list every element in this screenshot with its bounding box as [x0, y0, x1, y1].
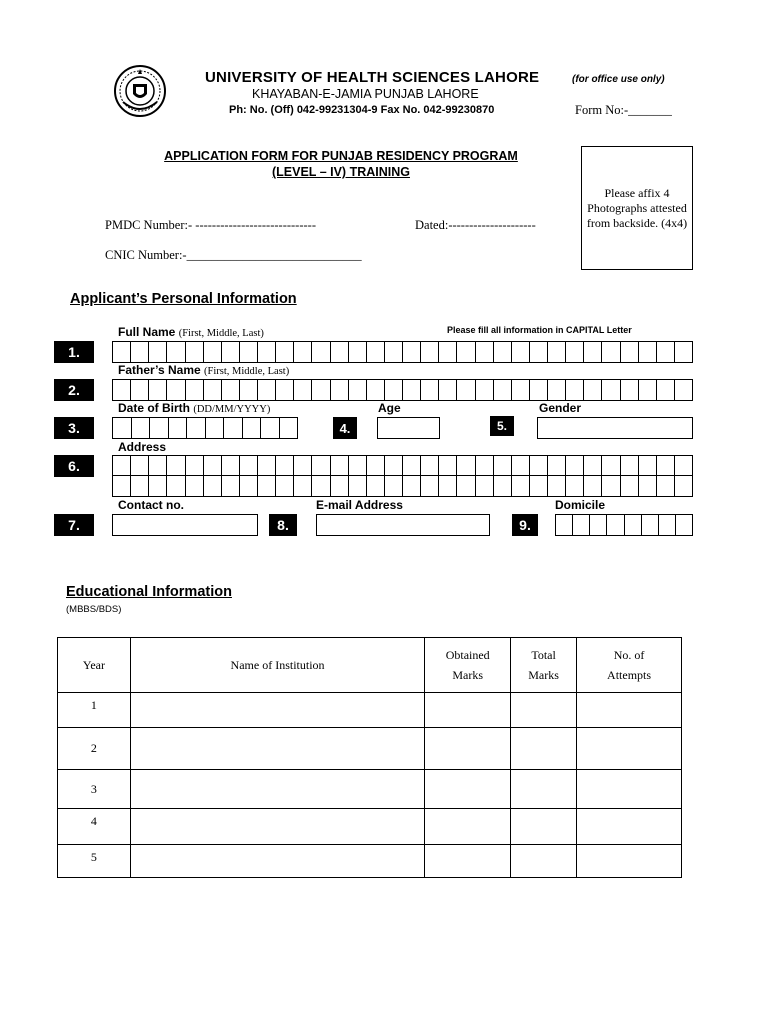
character-box[interactable] [276, 456, 294, 475]
character-box[interactable] [439, 342, 457, 362]
character-box[interactable] [367, 456, 385, 475]
pmdc-number-field[interactable]: PMDC Number:- ----------------------------- [105, 218, 316, 232]
character-box[interactable] [131, 342, 149, 362]
total-marks-cell[interactable] [511, 845, 577, 878]
obtained-marks-cell[interactable] [425, 845, 511, 878]
character-box[interactable] [457, 342, 475, 362]
character-box[interactable] [349, 380, 367, 400]
character-box[interactable] [566, 476, 584, 496]
domicile-label: Domicile [555, 498, 606, 512]
form-number-field[interactable]: Form No:-_______ [575, 103, 672, 117]
institution-cell[interactable] [130, 693, 424, 728]
column-header-obtained-marks: Obtained Marks [425, 638, 511, 693]
character-box[interactable] [584, 342, 602, 362]
year-cell: 3 [58, 770, 131, 809]
table-row [58, 770, 682, 809]
character-box[interactable] [349, 456, 367, 475]
form-title [160, 148, 522, 180]
character-box[interactable] [657, 456, 675, 475]
character-box[interactable] [258, 380, 276, 400]
number-3-badge: 3. [54, 417, 94, 439]
character-box[interactable] [657, 342, 675, 362]
character-box[interactable] [566, 380, 584, 400]
character-box[interactable] [131, 476, 149, 496]
character-box[interactable] [657, 476, 675, 496]
character-box[interactable] [476, 380, 494, 400]
character-box[interactable] [331, 456, 349, 475]
character-box[interactable] [602, 456, 620, 475]
table-row [58, 809, 682, 845]
dated-field[interactable]: Dated:--------------------- [415, 218, 536, 232]
character-box[interactable] [476, 342, 494, 362]
gender-label: Gender [539, 401, 582, 415]
education-table-header [58, 638, 682, 693]
character-box[interactable] [222, 342, 240, 362]
character-box[interactable] [439, 380, 457, 400]
character-box[interactable] [169, 418, 188, 438]
character-box[interactable] [530, 476, 548, 496]
character-box[interactable] [566, 342, 584, 362]
character-box[interactable] [676, 515, 692, 535]
character-box[interactable] [167, 476, 185, 496]
character-box[interactable] [602, 476, 620, 496]
character-box[interactable] [131, 380, 149, 400]
age-label: Age [378, 401, 401, 415]
character-box[interactable] [512, 476, 530, 496]
character-box[interactable] [385, 342, 403, 362]
university-name: UNIVERSITY OF HEALTH SCIENCES LAHORE [205, 69, 540, 86]
character-box[interactable] [186, 380, 204, 400]
character-box[interactable] [548, 476, 566, 496]
character-box[interactable] [573, 515, 590, 535]
form-title-line1: APPLICATION FORM FOR PUNJAB RESIDENCY PROGRAM [164, 149, 518, 163]
obtained-marks-cell[interactable] [425, 693, 511, 728]
character-box[interactable] [457, 380, 475, 400]
total-marks-cell[interactable] [511, 693, 577, 728]
character-box[interactable] [276, 380, 294, 400]
character-box[interactable] [331, 380, 349, 400]
character-box[interactable] [113, 380, 131, 400]
character-box[interactable] [312, 342, 330, 362]
character-box[interactable] [584, 456, 602, 475]
character-box[interactable] [258, 476, 276, 496]
character-box[interactable] [530, 456, 548, 475]
character-box[interactable] [421, 342, 439, 362]
character-box[interactable] [312, 476, 330, 496]
character-box[interactable] [113, 456, 131, 475]
institution-cell[interactable] [130, 770, 424, 809]
character-box[interactable] [224, 418, 243, 438]
character-box[interactable] [204, 342, 222, 362]
character-box[interactable] [149, 342, 167, 362]
office-use-note: (for office use only) [572, 74, 665, 85]
character-box[interactable] [530, 342, 548, 362]
table-row [58, 845, 682, 878]
age-input[interactable] [377, 417, 440, 439]
character-box[interactable] [294, 380, 312, 400]
obtained-marks-cell[interactable] [425, 728, 511, 770]
email-label: E-mail Address [316, 498, 403, 512]
character-box[interactable] [621, 476, 639, 496]
character-box[interactable] [204, 380, 222, 400]
character-box[interactable] [675, 380, 692, 400]
character-box[interactable] [367, 476, 385, 496]
character-box[interactable] [556, 515, 573, 535]
character-box[interactable] [607, 515, 624, 535]
domicile-input[interactable] [555, 514, 693, 536]
attempts-cell[interactable] [577, 770, 682, 809]
character-box[interactable] [657, 380, 675, 400]
table-row [58, 693, 682, 728]
character-box[interactable] [512, 342, 530, 362]
character-box[interactable] [349, 342, 367, 362]
character-box[interactable] [642, 515, 659, 535]
character-box[interactable] [149, 380, 167, 400]
character-box[interactable] [675, 456, 692, 475]
character-box[interactable] [240, 342, 258, 362]
character-box[interactable] [494, 456, 512, 475]
character-box[interactable] [659, 515, 676, 535]
character-box[interactable] [421, 476, 439, 496]
character-box[interactable] [403, 342, 421, 362]
number-1-badge: 1. [54, 341, 94, 363]
university-phone: Ph: No. (Off) 042-99231304-9 Fax No. 042-99230870 [229, 104, 495, 116]
character-box[interactable] [258, 342, 276, 362]
character-box[interactable] [312, 380, 330, 400]
character-box[interactable] [476, 476, 494, 496]
attempts-cell[interactable] [577, 693, 682, 728]
character-box[interactable] [403, 476, 421, 496]
character-box[interactable] [204, 476, 222, 496]
character-box[interactable] [240, 476, 258, 496]
character-box[interactable] [280, 418, 298, 438]
character-box[interactable] [206, 418, 225, 438]
character-box[interactable] [494, 342, 512, 362]
character-box[interactable] [639, 476, 657, 496]
character-box[interactable] [512, 456, 530, 475]
full-name-label: Full Name (First, Middle, Last) [118, 325, 264, 339]
character-box[interactable] [621, 456, 639, 475]
character-box[interactable] [675, 476, 692, 496]
number-2-badge: 2. [54, 379, 94, 401]
character-box[interactable] [385, 380, 403, 400]
education-table [57, 637, 682, 878]
character-box[interactable] [584, 476, 602, 496]
character-box[interactable] [167, 456, 185, 475]
character-box[interactable] [439, 456, 457, 475]
character-box[interactable] [258, 456, 276, 475]
character-box[interactable] [639, 456, 657, 475]
year-cell: 1 [58, 693, 131, 728]
character-box[interactable] [294, 342, 312, 362]
character-box[interactable] [457, 456, 475, 475]
character-box[interactable] [403, 380, 421, 400]
character-box[interactable] [186, 456, 204, 475]
character-box[interactable] [167, 380, 185, 400]
character-box[interactable] [222, 380, 240, 400]
character-box[interactable] [548, 456, 566, 475]
column-header-year: Year [58, 638, 131, 693]
character-box[interactable] [243, 418, 262, 438]
obtained-marks-cell[interactable] [425, 770, 511, 809]
education-subtitle: (MBBS/BDS) [66, 604, 122, 615]
character-box[interactable] [186, 342, 204, 362]
character-box[interactable] [113, 342, 131, 362]
character-box[interactable] [204, 456, 222, 475]
capital-letter-note: Please fill all information in CAPITAL Letter [447, 325, 632, 335]
character-box[interactable] [294, 456, 312, 475]
character-box[interactable] [187, 418, 206, 438]
year-cell: 5 [58, 845, 131, 878]
character-box[interactable] [457, 476, 475, 496]
dob-label: Date of Birth (DD/MM/YYYY) [118, 401, 271, 415]
character-box[interactable] [150, 418, 169, 438]
number-7-badge: 7. [54, 514, 94, 536]
character-box[interactable] [639, 342, 657, 362]
character-box[interactable] [367, 342, 385, 362]
attempts-cell[interactable] [577, 809, 682, 845]
number-8-badge: 8. [269, 514, 297, 536]
university-seal-logo [113, 64, 167, 118]
obtained-marks-cell[interactable] [425, 809, 511, 845]
contact-label: Contact no. [118, 498, 184, 512]
column-header-institution: Name of Institution [130, 638, 424, 693]
full-name-input[interactable] [112, 341, 693, 363]
cnic-number-field[interactable]: CNIC Number:-____________________________ [105, 248, 362, 262]
character-box[interactable] [494, 380, 512, 400]
character-box[interactable] [602, 380, 620, 400]
institution-cell[interactable] [130, 728, 424, 770]
email-input[interactable] [316, 514, 490, 536]
institution-cell[interactable] [130, 809, 424, 845]
character-box[interactable] [149, 456, 167, 475]
character-box[interactable] [621, 342, 639, 362]
character-box[interactable] [276, 342, 294, 362]
character-box[interactable] [276, 476, 294, 496]
character-box[interactable] [222, 476, 240, 496]
address-label: Address [118, 440, 167, 454]
character-box[interactable] [331, 476, 349, 496]
character-box[interactable] [566, 456, 584, 475]
personal-info-heading: Applicant’s Personal Information [70, 291, 297, 307]
address-line2-input[interactable] [112, 476, 693, 497]
father-name-input[interactable] [112, 379, 693, 401]
character-box[interactable] [132, 418, 151, 438]
attempts-cell[interactable] [577, 845, 682, 878]
character-box[interactable] [421, 380, 439, 400]
character-box[interactable] [675, 342, 692, 362]
character-box[interactable] [439, 476, 457, 496]
table-row [58, 728, 682, 770]
character-box[interactable] [294, 476, 312, 496]
number-9-badge: 9. [512, 514, 538, 536]
character-box[interactable] [602, 342, 620, 362]
form-title-line2: (LEVEL – IV) TRAINING [272, 165, 410, 179]
column-header-total-marks: Total Marks [511, 638, 577, 693]
character-box[interactable] [149, 476, 167, 496]
father-name-label: Father’s Name (First, Middle, Last) [118, 363, 290, 377]
character-box[interactable] [240, 380, 258, 400]
character-box[interactable] [590, 515, 607, 535]
character-box[interactable] [186, 476, 204, 496]
character-box[interactable] [548, 380, 566, 400]
character-box[interactable] [113, 476, 131, 496]
character-box[interactable] [312, 456, 330, 475]
character-box[interactable] [421, 456, 439, 475]
character-box[interactable] [261, 418, 280, 438]
gender-input[interactable] [537, 417, 693, 439]
character-box[interactable] [331, 342, 349, 362]
institution-cell[interactable] [130, 845, 424, 878]
character-box[interactable] [625, 515, 642, 535]
photo-affix-box[interactable]: Please affix 4 Photographs attested from backside. (4x4) [581, 146, 693, 270]
character-box[interactable] [512, 380, 530, 400]
total-marks-cell[interactable] [511, 809, 577, 845]
character-box[interactable] [548, 342, 566, 362]
character-box[interactable] [403, 456, 421, 475]
character-box[interactable] [621, 380, 639, 400]
character-box[interactable] [494, 476, 512, 496]
character-box[interactable] [639, 380, 657, 400]
character-box[interactable] [167, 342, 185, 362]
year-cell: 4 [58, 809, 131, 845]
column-header-attempts: No. of Attempts [577, 638, 682, 693]
character-box[interactable] [530, 380, 548, 400]
character-box[interactable] [476, 456, 494, 475]
year-cell: 2 [58, 728, 131, 770]
number-4-badge: 4. [333, 417, 357, 439]
address-line1-input[interactable] [112, 455, 693, 476]
character-box[interactable] [367, 380, 385, 400]
education-heading: Educational Information [66, 584, 232, 600]
character-box[interactable] [385, 456, 403, 475]
total-marks-cell[interactable] [511, 728, 577, 770]
character-box[interactable] [240, 456, 258, 475]
university-address: KHAYABAN-E-JAMIA PUNJAB LAHORE [252, 87, 479, 101]
character-box[interactable] [222, 456, 240, 475]
character-box[interactable] [349, 476, 367, 496]
character-box[interactable] [385, 476, 403, 496]
total-marks-cell[interactable] [511, 770, 577, 809]
number-5-badge: 5. [490, 416, 514, 436]
character-box[interactable] [131, 456, 149, 475]
contact-input[interactable] [112, 514, 258, 536]
character-box[interactable] [584, 380, 602, 400]
character-box[interactable] [113, 418, 132, 438]
number-6-badge: 6. [54, 455, 94, 477]
dob-input[interactable] [112, 417, 298, 439]
attempts-cell[interactable] [577, 728, 682, 770]
